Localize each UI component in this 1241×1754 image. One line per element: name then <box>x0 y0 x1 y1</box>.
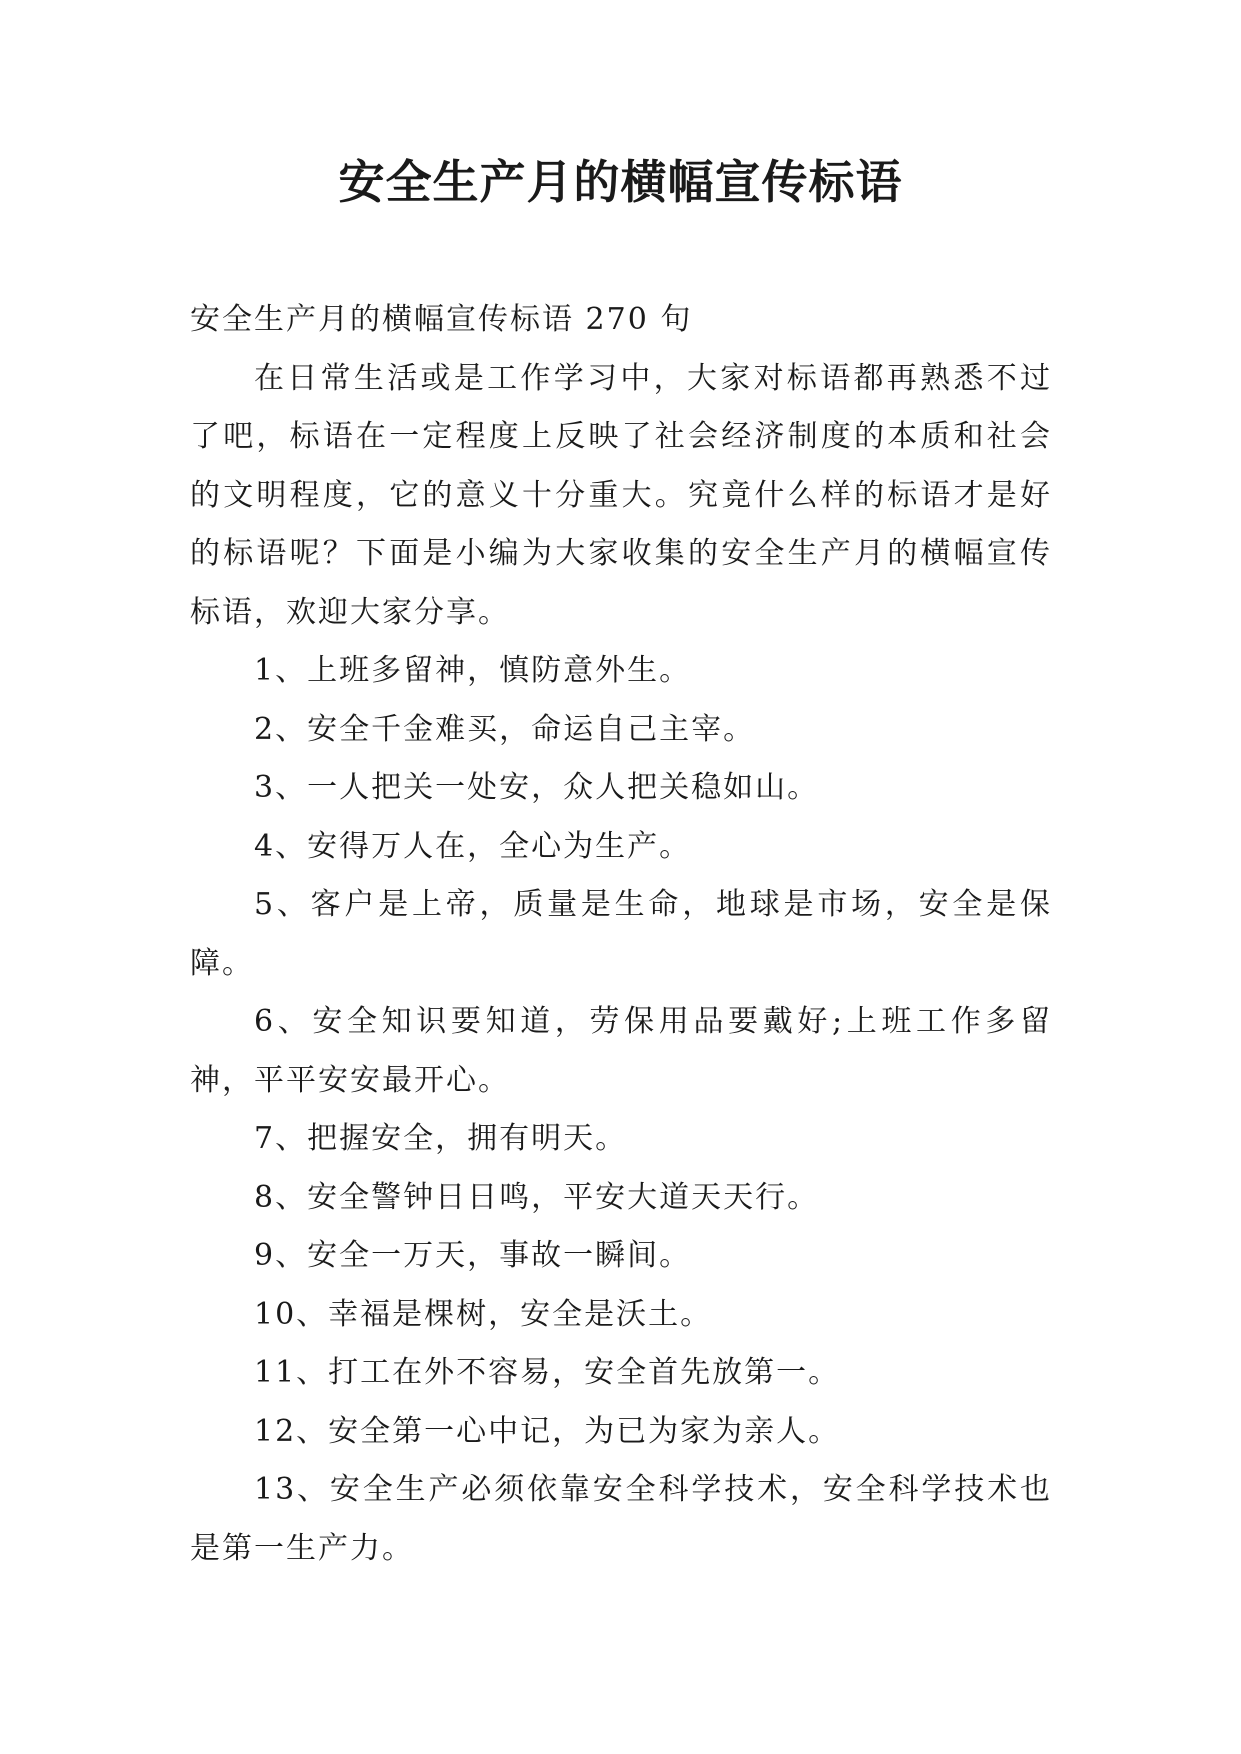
slogan-item: 11、打工在外不容易，安全首先放第一。 <box>254 1355 841 1390</box>
slogan-item: 8、安全警钟日日鸣，平安大道天天行。 <box>254 1179 820 1215</box>
slogan-item: 13、安全生产必须依靠安全科学技术，安全科学技术也是第一生产力。 <box>190 1472 1052 1566</box>
intro-paragraph: 在日常生活或是工作学习中，大家对标语都再熟悉不过了吧，标语在一定程度上反映了社会经济制度的本质和社会的文明程度，它的意义十分重大。究竟什么样的标语才是好的标语呢？下面是小编为大家收集的安全生产月的横幅宣传标语，欢迎大家分享。 <box>190 360 1052 630</box>
slogan-item: 6、安全知识要知道，劳保用品要戴好;上班工作多留神，平平安安最开心。 <box>190 1004 1052 1098</box>
slogan-item: 2、安全千金难买，命运自己主宰。 <box>254 711 756 747</box>
slogan-item: 1、上班多留神，慎防意外生。 <box>254 653 692 688</box>
slogan-item: 10、幸福是棵树，安全是沃土。 <box>254 1296 713 1332</box>
document-body <box>190 291 1052 1578</box>
slogan-item: 4、安得万人在，全心为生产。 <box>254 828 692 864</box>
slogan-item: 7、把握安全，拥有明天。 <box>254 1121 628 1156</box>
slogan-item: 5、客户是上帝，质量是生命，地球是市场，安全是保障。 <box>190 887 1052 981</box>
document-title: 安全生产月的横幅宣传标语 <box>338 155 903 209</box>
slogan-item: 12、安全第一心中记，为已为家为亲人。 <box>254 1413 841 1449</box>
document-subtitle: 安全生产月的横幅宣传标语 270 句 <box>190 302 693 337</box>
slogan-item: 9、安全一万天，事故一瞬间。 <box>254 1238 692 1273</box>
slogan-item: 3、一人把关一处安，众人把关稳如山。 <box>254 770 820 805</box>
